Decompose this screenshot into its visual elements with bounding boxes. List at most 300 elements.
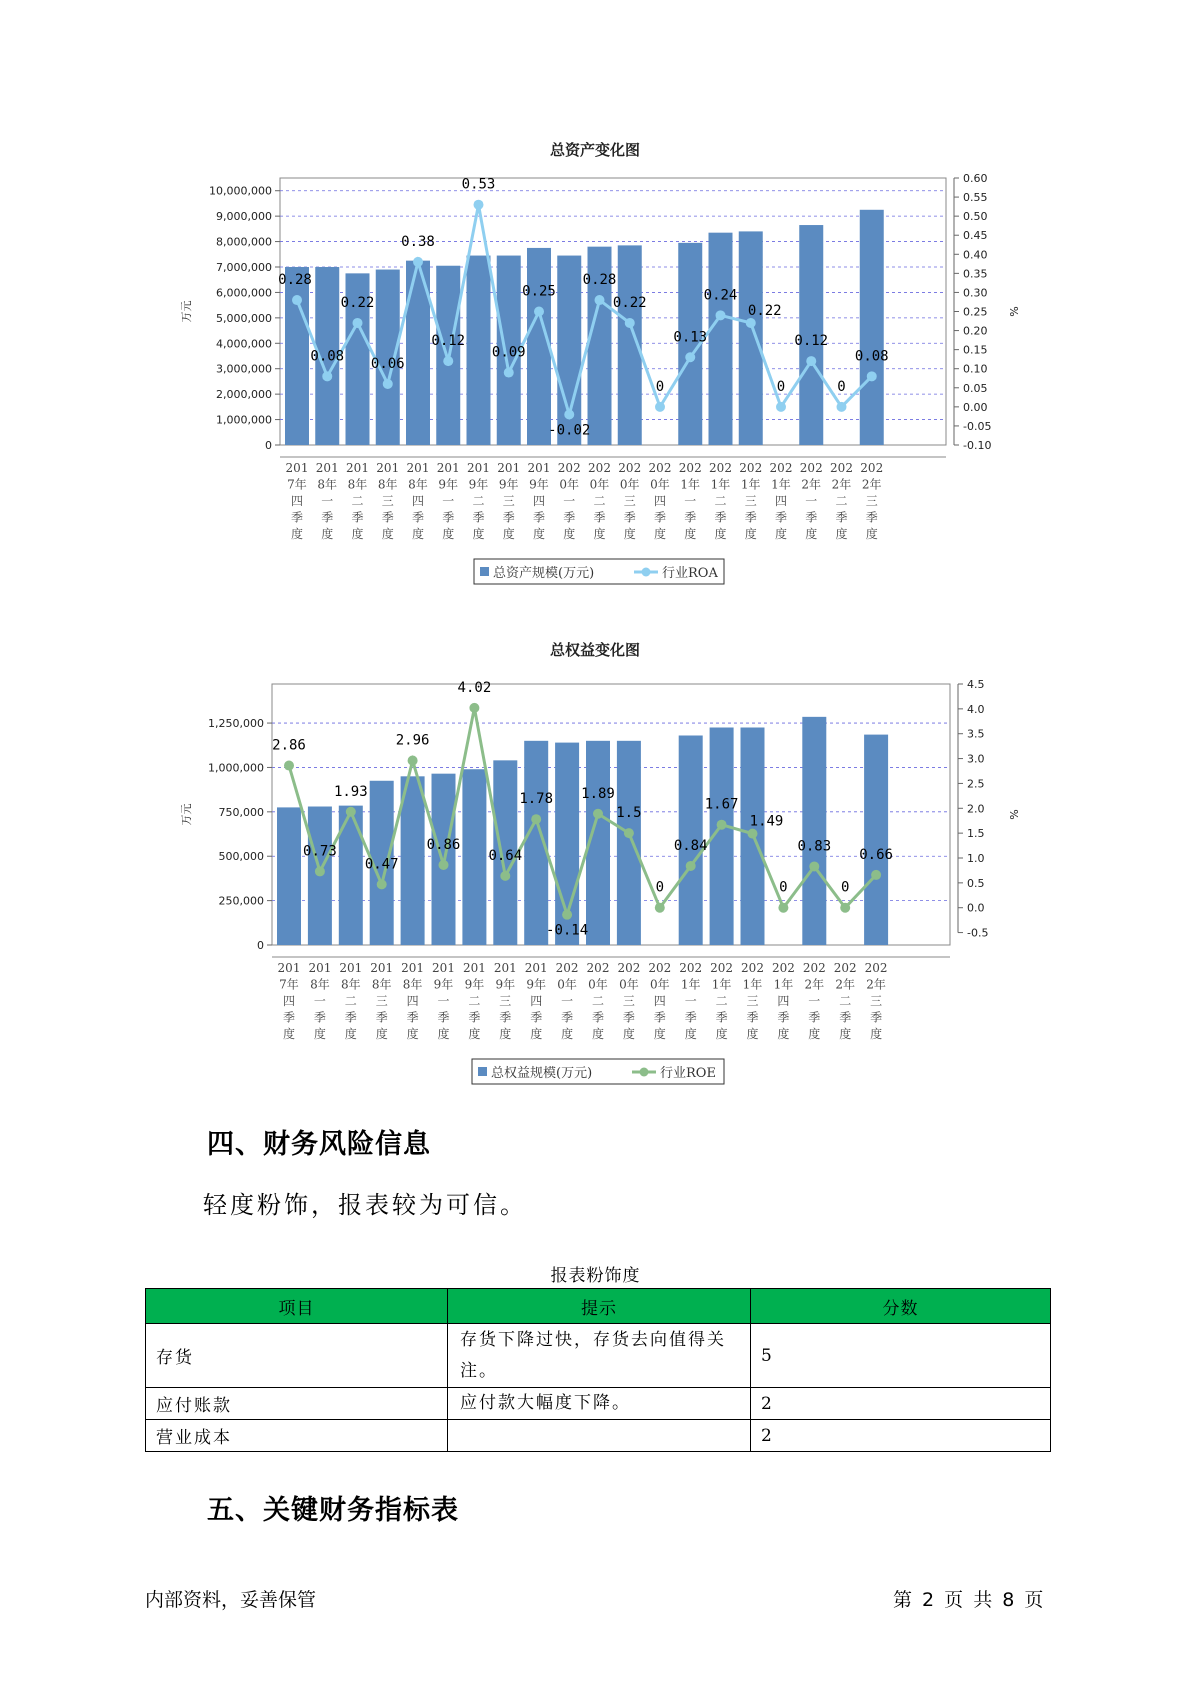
x-tick-label: 201	[497, 461, 521, 475]
x-tick-label: 一	[437, 994, 450, 1008]
x-tick-label: 8年	[340, 977, 361, 992]
legend-bar-swatch	[480, 567, 489, 576]
x-tick-label: 度	[321, 527, 334, 541]
right-tick-label: 3.0	[967, 752, 985, 766]
right-tick-label: 0.25	[963, 305, 988, 319]
x-tick-label: 202	[710, 961, 734, 975]
right-tick-label: -0.05	[963, 419, 992, 433]
x-tick-label: 度	[437, 1027, 450, 1041]
x-tick-label: 度	[344, 1027, 357, 1041]
x-tick-label: 季	[777, 1010, 790, 1025]
left-tick-label: 750,000	[218, 805, 264, 819]
left-tick-label: 4,000,000	[216, 337, 272, 351]
right-tick-label: 0.40	[963, 248, 988, 262]
data-label: 0	[840, 879, 850, 896]
x-tick-label: 度	[774, 527, 788, 541]
x-tick-label: 度	[282, 1027, 296, 1041]
x-tick-label: 202	[709, 461, 732, 475]
table-caption: 报表粉饰度	[550, 1266, 641, 1286]
x-tick-label: 季	[468, 1010, 481, 1025]
x-tick-label: 三	[865, 494, 878, 508]
bar	[864, 735, 888, 945]
series-point	[500, 871, 510, 881]
x-tick-label: 0年	[619, 477, 640, 492]
series-point	[322, 371, 332, 381]
x-tick-label: 季	[591, 1010, 605, 1025]
series-point	[413, 257, 423, 267]
data-label: 0.83	[797, 838, 832, 855]
x-tick-label: 季	[622, 1010, 635, 1025]
x-tick-label: 7年	[279, 977, 299, 992]
x-tick-label: 201	[467, 461, 490, 475]
chart-title: 总权益变化图	[549, 641, 641, 659]
series-point	[625, 318, 635, 328]
x-tick-label: 201	[432, 961, 455, 975]
x-tick-label: 度	[406, 1027, 419, 1041]
x-tick-label: 季	[623, 510, 636, 525]
x-tick-label: 二	[351, 494, 364, 508]
table-row	[146, 1324, 1051, 1388]
series-point	[871, 870, 881, 880]
x-tick-label: 201	[401, 961, 425, 975]
x-tick-label: 三	[502, 494, 515, 508]
x-tick-label: 一	[684, 494, 697, 508]
series-point	[383, 379, 393, 389]
x-tick-label: 一	[313, 994, 326, 1008]
data-label: 0	[779, 879, 788, 896]
data-label: 0.08	[854, 348, 889, 365]
cell-hint	[448, 1420, 751, 1452]
x-tick-label: 度	[808, 1027, 821, 1041]
x-tick-label: 201	[315, 461, 339, 475]
bar	[462, 769, 486, 945]
right-tick-label: 4.0	[967, 702, 985, 716]
chart-title: 总资产变化图	[549, 141, 641, 159]
right-tick-label: 0.15	[963, 343, 988, 357]
data-label: 0.86	[426, 836, 461, 853]
data-label: 0.06	[370, 355, 405, 372]
x-tick-label: 2年	[801, 477, 822, 492]
x-tick-label: 度	[684, 527, 697, 541]
series-point	[408, 756, 418, 766]
data-label: 0	[655, 378, 665, 395]
series-point	[474, 200, 484, 210]
column-header-score: 分数	[751, 1289, 1051, 1324]
x-tick-label: 1年	[710, 477, 731, 492]
x-tick-label: 8年	[371, 977, 392, 992]
data-label: 0.53	[461, 176, 496, 193]
series-point	[746, 318, 756, 328]
x-tick-label: 度	[653, 527, 667, 541]
bar	[617, 741, 641, 945]
x-tick-label: 度	[411, 527, 425, 541]
section-heading-financial-risk: 四、财务风险信息	[207, 1129, 431, 1160]
x-tick-label: 季	[406, 1010, 419, 1025]
x-tick-label: 202	[769, 461, 793, 475]
x-tick-label: 季	[839, 1010, 852, 1025]
x-tick-label: 度	[442, 527, 455, 541]
right-tick-label: 0.5	[967, 876, 985, 890]
data-label: 1.78	[519, 791, 554, 808]
table-row	[146, 1420, 1051, 1452]
risk-table	[145, 1288, 1051, 1452]
x-tick-label: 季	[715, 1010, 728, 1025]
left-tick-label: 0	[257, 939, 264, 952]
cell-item: 营业成本	[146, 1420, 448, 1452]
data-label: 2.96	[395, 732, 430, 749]
x-tick-label: 三	[622, 994, 635, 1008]
series-point	[315, 866, 325, 876]
series-point	[593, 809, 603, 819]
legend-line-marker	[640, 1068, 649, 1077]
data-label: 0.08	[310, 348, 345, 365]
x-tick-label: 季	[808, 1010, 821, 1025]
x-tick-label: 季	[437, 1010, 450, 1025]
data-label: 0	[655, 879, 665, 896]
x-tick-label: 度	[744, 527, 757, 541]
x-tick-label: 一	[805, 494, 818, 508]
x-tick-label: 度	[835, 527, 848, 541]
right-tick-label: 3.5	[967, 727, 985, 741]
series-point	[292, 295, 302, 305]
x-tick-label: 度	[563, 527, 576, 541]
series-point	[806, 356, 816, 366]
data-label: 0.09	[491, 344, 526, 361]
series-point	[564, 409, 574, 419]
x-tick-label: 季	[502, 510, 515, 525]
x-tick-label: 季	[472, 510, 485, 525]
data-label: 0.13	[673, 329, 708, 346]
legend-line-marker	[642, 568, 651, 577]
x-tick-label: 201	[462, 961, 486, 975]
series-point	[595, 295, 605, 305]
x-tick-label: 9年	[464, 977, 485, 992]
x-tick-label: 季	[870, 1010, 883, 1025]
series-point	[809, 861, 819, 871]
x-tick-label: 度	[623, 527, 636, 541]
right-tick-label: 0.45	[963, 229, 988, 243]
x-tick-label: 季	[375, 1010, 388, 1025]
x-tick-label: 季	[653, 1010, 666, 1025]
x-tick-label: 度	[805, 527, 818, 541]
bar	[739, 231, 763, 445]
left-tick-label: 9,000,000	[216, 210, 272, 224]
right-tick-label: 0.05	[963, 381, 988, 395]
x-tick-label: 二	[714, 494, 727, 508]
right-tick-label: 0.0	[967, 901, 985, 915]
cell-item: 应付账款	[146, 1388, 448, 1420]
x-tick-label: 季	[290, 510, 304, 525]
x-tick-label: 度	[653, 1027, 666, 1041]
cell-score: 2	[751, 1420, 1051, 1452]
cell-score: 5	[751, 1324, 1051, 1388]
x-tick-label: 度	[375, 1027, 388, 1041]
left-tick-label: 1,000,000	[208, 761, 264, 775]
x-tick-label: 202	[648, 461, 672, 475]
left-axis-unit: 万元	[180, 300, 193, 323]
x-tick-label: 201	[370, 961, 394, 975]
x-tick-label: 202	[860, 461, 884, 475]
x-tick-label: 一	[321, 494, 334, 508]
x-tick-label: 1年	[680, 977, 701, 992]
x-tick-label: 1年	[711, 977, 732, 992]
x-tick-label: 度	[381, 527, 394, 541]
data-label: 0	[837, 378, 846, 395]
x-tick-label: 季	[442, 510, 455, 525]
x-tick-label: 四	[282, 994, 296, 1008]
series-point	[562, 910, 572, 920]
series-point	[686, 861, 696, 871]
right-tick-label: -0.10	[963, 439, 992, 452]
data-label: 0.22	[340, 294, 375, 311]
x-tick-label: 202	[799, 461, 823, 475]
right-tick-label: -0.5	[967, 926, 989, 940]
footer-confidential-note: 内部资料，妥善保管	[145, 1589, 317, 1611]
x-tick-label: 度	[746, 1027, 759, 1041]
x-tick-label: 四	[774, 494, 788, 508]
x-tick-label: 三	[870, 994, 883, 1008]
x-tick-label: 202	[771, 961, 795, 975]
x-tick-label: 三	[746, 994, 759, 1008]
x-tick-label: 8年	[408, 477, 428, 492]
x-tick-label: 202	[588, 461, 611, 475]
x-tick-label: 2年	[831, 477, 852, 492]
x-tick-label: 9年	[468, 477, 489, 492]
x-tick-label: 度	[530, 1027, 543, 1041]
total-assets-chart-svg	[0, 130, 1191, 600]
x-tick-label: 季	[593, 510, 606, 525]
x-tick-label: 度	[290, 527, 304, 541]
cell-hint: 应付款大幅度下降。	[448, 1388, 751, 1420]
x-tick-label: 季	[532, 510, 546, 525]
x-tick-label: 202	[739, 461, 763, 475]
data-label: 1.5	[616, 805, 642, 822]
x-tick-label: 0年	[589, 477, 610, 492]
right-tick-label: 4.5	[967, 678, 985, 691]
x-tick-label: 9年	[433, 977, 454, 992]
x-tick-label: 0年	[619, 977, 639, 992]
right-tick-label: 2.0	[967, 802, 985, 816]
x-tick-label: 1年	[773, 977, 794, 992]
x-tick-label: 201	[527, 461, 551, 475]
x-tick-label: 季	[563, 510, 576, 525]
x-tick-label: 季	[411, 510, 425, 525]
x-tick-label: 1年	[680, 477, 701, 492]
x-tick-label: 202	[679, 961, 703, 975]
x-tick-label: 8年	[402, 977, 423, 992]
risk-summary-text: 轻度粉饰，报表较为可信。	[203, 1191, 527, 1219]
x-tick-label: 度	[622, 1027, 635, 1041]
x-tick-label: 201	[285, 461, 309, 475]
x-tick-label: 四	[290, 494, 304, 508]
x-tick-label: 8年	[317, 477, 338, 492]
data-label: 1.67	[704, 796, 739, 813]
x-tick-label: 0年	[559, 477, 580, 492]
x-tick-label: 度	[351, 527, 364, 541]
x-tick-label: 0年	[650, 477, 670, 492]
x-tick-label: 二	[839, 994, 852, 1008]
x-tick-label: 1年	[771, 477, 791, 492]
legend-bar-swatch	[478, 1067, 487, 1076]
x-tick-label: 度	[591, 1027, 605, 1041]
x-tick-label: 季	[499, 1010, 512, 1025]
x-tick-label: 三	[623, 494, 636, 508]
x-tick-label: 201	[376, 461, 400, 475]
x-tick-label: 度	[870, 1027, 883, 1041]
total-equity-chart	[0, 630, 1191, 1104]
x-tick-label: 三	[381, 494, 394, 508]
series-point	[655, 402, 665, 412]
data-label: 0.28	[582, 272, 617, 289]
right-axis-unit: %	[1007, 306, 1020, 317]
x-tick-label: 二	[591, 994, 605, 1008]
series-point	[534, 307, 544, 317]
x-tick-label: 度	[777, 1027, 790, 1041]
series-point	[717, 820, 727, 830]
x-tick-label: 四	[411, 494, 425, 508]
bar	[277, 807, 301, 945]
bar	[860, 210, 884, 445]
x-tick-label: 8年	[347, 477, 368, 492]
x-tick-label: 二	[593, 494, 606, 508]
x-tick-label: 9年	[495, 977, 516, 992]
x-tick-label: 9年	[526, 977, 547, 992]
x-tick-label: 三	[375, 994, 388, 1008]
x-tick-label: 度	[839, 1027, 852, 1041]
series-point	[284, 761, 294, 771]
x-tick-label: 202	[802, 961, 826, 975]
section-heading-key-indicators: 五、关键财务指标表	[207, 1495, 459, 1526]
cell-item: 存货	[146, 1324, 448, 1388]
x-tick-label: 2年	[835, 977, 856, 992]
series-point	[716, 310, 726, 320]
x-tick-label: 9年	[529, 477, 549, 492]
series-point	[685, 352, 695, 362]
series-point	[469, 703, 479, 713]
series-point	[531, 814, 541, 824]
series-point	[624, 828, 634, 838]
bar	[802, 717, 826, 945]
left-tick-label: 2,000,000	[216, 388, 272, 402]
data-label: 0.73	[303, 843, 337, 860]
x-tick-label: 季	[746, 1010, 759, 1025]
series-point	[353, 318, 363, 328]
x-tick-label: 季	[684, 1010, 697, 1025]
x-tick-label: 度	[499, 1027, 512, 1041]
x-tick-label: 四	[406, 994, 419, 1008]
x-tick-label: 季	[714, 510, 727, 525]
x-tick-label: 二	[344, 994, 357, 1008]
x-tick-label: 度	[865, 527, 878, 541]
table-row	[146, 1388, 1051, 1420]
total-assets-chart	[0, 130, 1191, 604]
left-tick-label: 7,000,000	[216, 261, 272, 274]
x-tick-label: 季	[313, 1010, 326, 1025]
legend-line-label: 行业ROA	[662, 566, 718, 581]
data-label: 0.28	[278, 272, 312, 289]
series-point	[346, 807, 356, 817]
table-header-row	[146, 1289, 1051, 1324]
x-tick-label: 2年	[861, 477, 882, 492]
data-label: 0	[776, 378, 786, 395]
legend-line-label: 行业ROE	[660, 1066, 716, 1081]
legend-bar-label: 总资产规模(万元)	[493, 566, 595, 581]
series-point	[867, 371, 877, 381]
column-header-item: 项目	[146, 1289, 448, 1324]
x-tick-label: 四	[777, 994, 790, 1008]
x-tick-label: 季	[805, 510, 818, 525]
right-axis-unit: %	[1007, 809, 1020, 820]
x-tick-label: 季	[561, 1010, 574, 1025]
data-label: -0.02	[548, 422, 591, 439]
x-tick-label: 201	[346, 461, 369, 475]
bar	[285, 267, 309, 445]
x-tick-label: 三	[499, 994, 512, 1008]
x-tick-label: 0年	[557, 977, 577, 992]
bar	[527, 248, 551, 445]
data-label: 0.12	[431, 333, 466, 350]
data-label: 0.22	[612, 294, 647, 311]
x-tick-label: 四	[532, 494, 546, 508]
x-tick-label: 1年	[742, 977, 763, 992]
x-tick-label: 202	[586, 961, 610, 975]
x-tick-label: 四	[653, 494, 667, 508]
x-tick-label: 季	[744, 510, 757, 525]
left-tick-label: 6,000,000	[216, 286, 272, 300]
x-tick-label: 202	[678, 461, 702, 475]
x-tick-label: 度	[313, 1027, 326, 1041]
x-tick-label: 201	[308, 961, 332, 975]
x-tick-label: 0年	[649, 977, 670, 992]
data-label: 0.12	[794, 333, 829, 350]
x-tick-label: 201	[277, 961, 301, 975]
data-label: 0.47	[364, 856, 399, 873]
left-axis-unit: 万元	[180, 803, 193, 826]
x-tick-label: 9年	[498, 477, 519, 492]
data-label: 2.86	[272, 737, 306, 754]
series-point	[655, 903, 665, 913]
right-tick-label: 0.50	[963, 210, 988, 224]
x-tick-label: 度	[561, 1027, 574, 1041]
x-tick-label: 季	[530, 1010, 543, 1025]
x-tick-label: 201	[436, 461, 460, 475]
x-tick-label: 季	[865, 510, 878, 525]
bar	[467, 256, 491, 445]
x-tick-label: 202	[741, 961, 764, 975]
x-tick-label: 度	[468, 1027, 481, 1041]
x-tick-label: 二	[468, 994, 481, 1008]
left-tick-label: 500,000	[218, 850, 264, 864]
x-tick-label: 201	[339, 961, 363, 975]
series-point	[778, 903, 788, 913]
right-tick-label: 0.60	[963, 172, 988, 185]
total-equity-chart-svg	[0, 630, 1191, 1100]
x-tick-label: 度	[532, 527, 546, 541]
right-tick-label: 2.5	[967, 777, 985, 791]
x-tick-label: 季	[774, 510, 788, 525]
data-label: 0.22	[747, 302, 782, 319]
x-tick-label: 一	[563, 494, 576, 508]
series-point	[504, 368, 514, 378]
x-tick-label: 度	[593, 527, 606, 541]
x-tick-label: 二	[715, 994, 728, 1008]
data-label: 0.64	[488, 847, 523, 864]
left-tick-label: 8,000,000	[216, 235, 272, 249]
data-label: 0.66	[859, 846, 893, 863]
data-label: 1.89	[581, 785, 615, 802]
x-tick-label: 8年	[310, 977, 330, 992]
column-header-hint: 提示	[448, 1289, 751, 1324]
